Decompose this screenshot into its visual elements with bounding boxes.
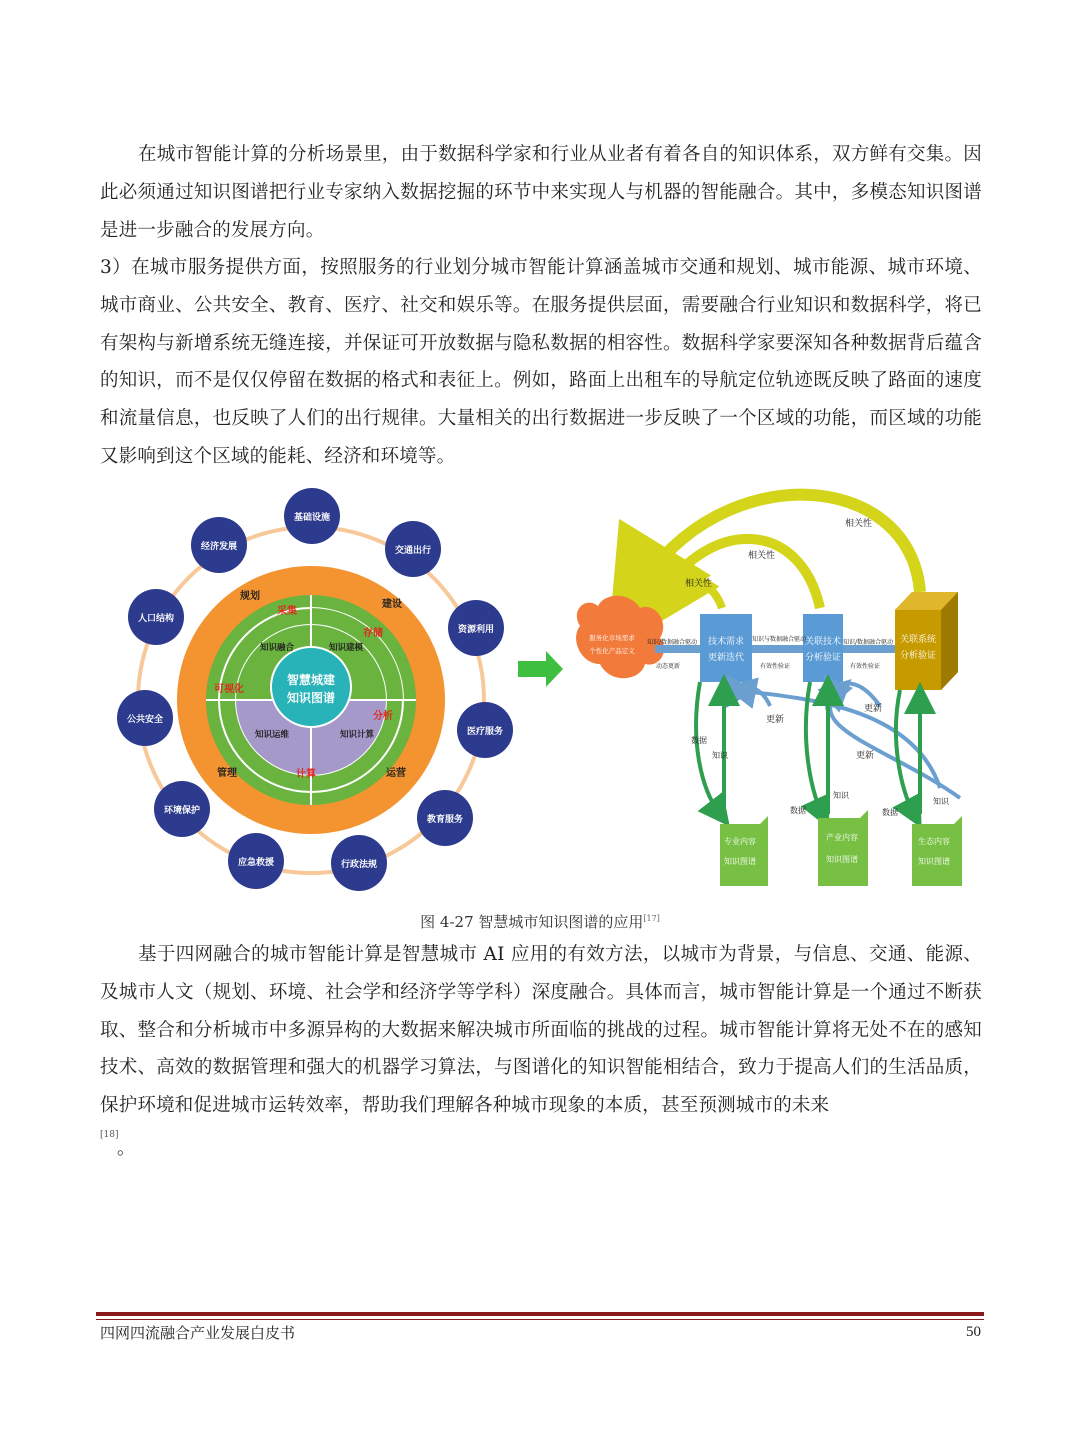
- update-label: 更新: [856, 751, 875, 761]
- vertical-label: 数据: [882, 808, 898, 817]
- related-tech-box: [803, 614, 843, 682]
- inner-label: 知识融合: [260, 643, 295, 653]
- inner-label: 知识运维: [255, 730, 290, 740]
- node-label: 行政法规: [340, 860, 378, 870]
- vertical-label: 知识: [933, 797, 949, 806]
- mid-label: 分析: [373, 711, 393, 722]
- footer-title: 四网四流融合产业发展白皮书: [100, 1324, 296, 1342]
- svg-text:专业内容: 专业内容: [724, 837, 756, 846]
- bottom-box-1: [720, 816, 768, 886]
- mid-label: 计算: [296, 769, 316, 780]
- center-label-2: 知识图谱: [286, 691, 336, 705]
- figure-caption: [0, 911, 1080, 932]
- transition-arrow-icon: [518, 651, 563, 687]
- node-label: 环境保护: [163, 806, 201, 816]
- node-label: 教育服务: [426, 815, 464, 825]
- node-label: 人口结构: [137, 614, 175, 624]
- footer-rule: [96, 1312, 984, 1316]
- update-label: 更新: [766, 715, 785, 725]
- arc-label: 相关性: [685, 579, 713, 589]
- figure-smart-city-knowledge-graph: [100, 478, 980, 908]
- arrow-label: 知识/数据融合驱动: [843, 639, 894, 646]
- footer-rule-thin: [96, 1319, 984, 1320]
- bottom-box-2: [818, 810, 868, 886]
- mid-label: 存储: [363, 628, 383, 639]
- box-label: 更新迭代: [707, 653, 745, 663]
- node-label: 应急救援: [237, 858, 275, 868]
- svg-text:生态内容: 生态内容: [918, 837, 950, 846]
- node-label: 基础设施: [293, 513, 331, 523]
- svg-text:知识图谱: 知识图谱: [826, 855, 858, 864]
- node-label: 公共安全: [126, 715, 164, 725]
- node-label: 医疗服务: [466, 727, 504, 737]
- arrow-label: 动态更新: [656, 663, 681, 670]
- box-label: 技术需求: [707, 637, 745, 647]
- right-diagram: [576, 495, 962, 886]
- svg-text:知识图谱: 知识图谱: [724, 857, 756, 866]
- tech-requirement-box: [700, 614, 752, 682]
- box-label: 分析验证: [899, 651, 937, 661]
- arrow-label: 有效性验证: [850, 663, 881, 670]
- bottom-box-3: [912, 816, 962, 886]
- arrow-label: 有效性验证: [760, 663, 791, 670]
- center-circle: [271, 647, 351, 727]
- arrow-label: 知识/数据融合驱动: [647, 639, 698, 646]
- correlation-arc-mid: [660, 539, 820, 608]
- outer-label: 运营: [386, 768, 406, 779]
- mid-label: 可视化: [214, 684, 244, 695]
- outer-label: 建设: [382, 599, 402, 610]
- vertical-label: 知识: [712, 751, 728, 760]
- inner-label: 知识建模: [329, 643, 364, 653]
- node-label: 交通出行: [394, 546, 432, 556]
- update-label: 更新: [864, 704, 883, 714]
- box-label: 关联系统: [899, 635, 937, 645]
- arrow-label: 知识与数据融合驱动: [752, 636, 807, 643]
- mid-label: 采集: [277, 606, 297, 617]
- caption-reference: [17]: [643, 914, 660, 923]
- svg-text:知识图谱: 知识图谱: [918, 857, 950, 866]
- cloud-label: 个性化产品定义: [589, 647, 635, 655]
- page-number: 50: [966, 1324, 981, 1340]
- outer-label: 管理: [217, 768, 237, 779]
- caption-text: 图 4-27 智慧城市知识图谱的应用: [420, 913, 644, 931]
- box-label: 分析验证: [804, 653, 842, 663]
- node-label: 资源利用: [457, 625, 495, 635]
- paragraph-2: 3）在城市服务提供方面，按照服务的行业划分城市智能计算涵盖城市交通和规划、城市能源、城市环境、城市商业、公共安全、教育、医疗、社交和娱乐等。在服务提供层面，需要融合行业知识和数据科学，将已有架构与新增系统无缝连接，并保证可开放数据与隐私数据的相容性。数据科学家要深知各种数据背后蕴含的知识，而不是仅仅停留在数据的格式和表征上。例如，路面上出租车的导航定位轨迹既反映了路面的速度和流量信息，也反映了人们的出行规律。大量相关的出行数据进一步反映了一个区域的功能，而区域的功能又影响到这个区域的能耗、经济和环境等。: [100, 257, 982, 467]
- inner-label: 知识计算: [340, 730, 375, 740]
- paragraph-3-end: 。: [117, 1138, 135, 1159]
- arc-label: 相关性: [845, 519, 873, 529]
- cloud-label: 服务化市场需求: [589, 634, 635, 642]
- paragraph-3: 基于四网融合的城市智能计算是智慧城市 AI 应用的有效方法，以城市为背景，与信息、交通、能源、及城市人文（规划、环境、社会学和经济学等学科）深度融合。具体而言，城市智能计算是一个通过不断获取、整合和分析城市中多源异构的大数据来解决城市所面临的挑战的过程。城市智能计算将无处不在的感知技术、高效的数据管理和强大的机器学习算法，与图谱化的知识智能相结合，致力于提高人们的生活品质，保护环境和促进城市运转效率，帮助我们理解各种城市现象的本质，甚至预测城市的未来: [100, 944, 982, 1117]
- vertical-label: 数据: [691, 736, 707, 745]
- arc-label: 相关性: [748, 551, 776, 561]
- paragraph-1: 在城市智能计算的分析场景里，由于数据科学家和行业从业者有着各自的知识体系，双方鲜有交集。因此必须通过知识图谱把行业专家纳入数据挖掘的环节中来实现人与机器的智能融合。其中，多模态知识图谱是进一步融合的发展方向。: [100, 144, 982, 241]
- svg-text:产业内容: 产业内容: [826, 833, 858, 842]
- node-label: 经济发展: [200, 542, 238, 552]
- citation-reference: [18]: [100, 1130, 119, 1140]
- box-label: 关联技术: [804, 637, 842, 647]
- vertical-label: 知识: [833, 791, 849, 800]
- center-label-1: 智慧城建: [286, 673, 336, 687]
- left-diagram: [117, 488, 513, 891]
- vertical-label: 数据: [790, 806, 806, 815]
- outer-label: 规划: [240, 591, 260, 602]
